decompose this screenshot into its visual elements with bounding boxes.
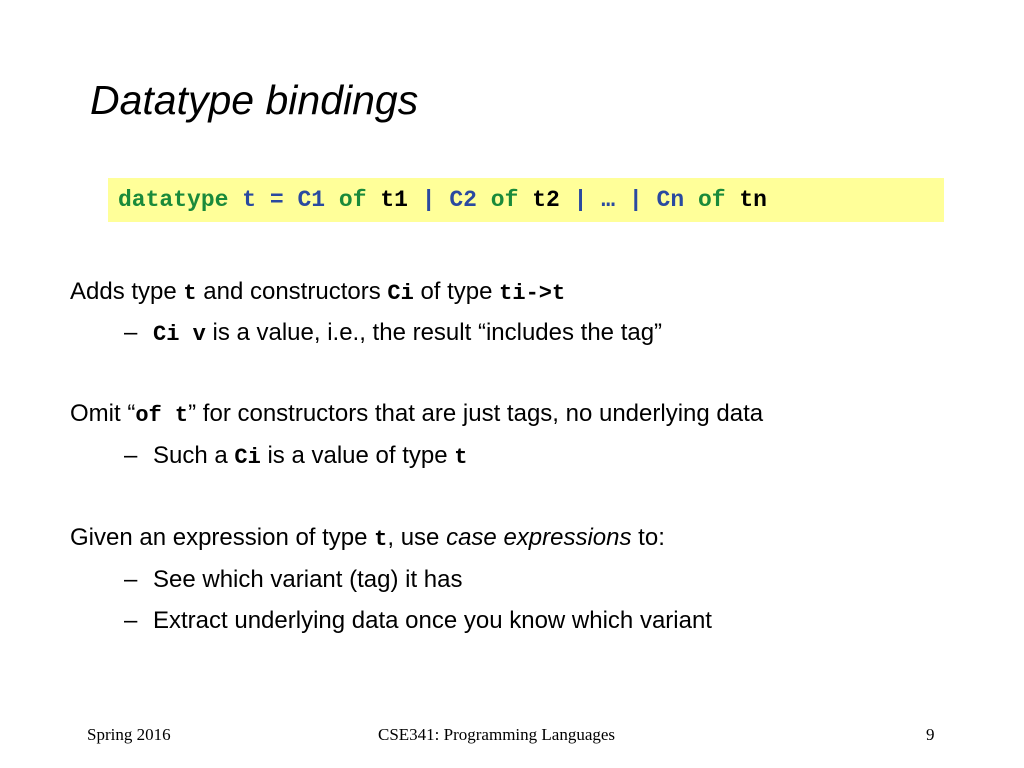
keyword-of-1: of [338, 187, 367, 213]
text: Such a [153, 442, 235, 469]
slide-title: Datatype bindings [90, 77, 419, 123]
code-ci: Ci [234, 445, 261, 470]
sub-bullet-ci-v-value [153, 317, 662, 351]
bullet-omit-of-t [70, 398, 763, 432]
text: Omit “ [70, 400, 136, 427]
text: is a value, i.e., the result “includes the tag” [205, 319, 663, 346]
text: is a value of type [260, 442, 455, 469]
code-box [108, 178, 944, 222]
text: , use [387, 524, 447, 551]
sub-bullet-dash: – [124, 566, 138, 593]
code-of-t: of t [135, 403, 189, 428]
code-t: t [183, 281, 197, 306]
type-t2: t2 [532, 187, 560, 213]
code-t: t [374, 527, 388, 552]
constructor-c2: C2 [449, 187, 477, 213]
code-t: t [454, 445, 468, 470]
equals-sign: = [269, 187, 284, 213]
case-expressions-emphasis: case expressions [446, 524, 632, 551]
text: ” for constructors that are just tags, no underlying data [188, 400, 764, 427]
type-t1: t1 [380, 187, 408, 213]
footer-term: Spring 2016 [87, 725, 171, 744]
sub-bullet-see-variant: See which variant (tag) it has [153, 566, 463, 593]
text: of type [413, 278, 500, 305]
text: Adds type [70, 278, 184, 305]
type-tn: tn [739, 187, 767, 213]
text: and constructors [196, 278, 388, 305]
bullet-given-expression [70, 522, 665, 556]
bar-2: | [573, 187, 588, 213]
constructor-cn: Cn [656, 187, 685, 213]
ellipsis: … [601, 187, 616, 213]
sub-bullet-dash: – [124, 442, 138, 469]
constructor-c1: C1 [297, 187, 326, 213]
sub-bullet-dash: – [124, 319, 138, 346]
bar-3: | [628, 187, 643, 213]
keyword-of-n: of [697, 187, 726, 213]
text: Given an expression of type [70, 524, 375, 551]
footer-course: CSE341: Programming Languages [378, 725, 616, 744]
text: to: [631, 524, 665, 551]
sub-bullet-extract-data: Extract underlying data once you know which variant [153, 607, 712, 634]
datatype-code-line [118, 178, 767, 222]
bar-1: | [421, 187, 436, 213]
code-ti-arrow-t: ti->t [499, 281, 566, 306]
type-name: t [242, 187, 257, 213]
footer-page-number: 9 [926, 725, 935, 744]
code-ci-v: Ci v [153, 322, 206, 347]
bullet-adds-type [70, 276, 565, 310]
sub-bullet-dash: – [124, 607, 138, 634]
code-ci: Ci [387, 281, 414, 306]
sub-bullet-such-a-ci [153, 440, 467, 474]
keyword-datatype: datatype [118, 187, 229, 213]
keyword-of-2: of [490, 187, 519, 213]
